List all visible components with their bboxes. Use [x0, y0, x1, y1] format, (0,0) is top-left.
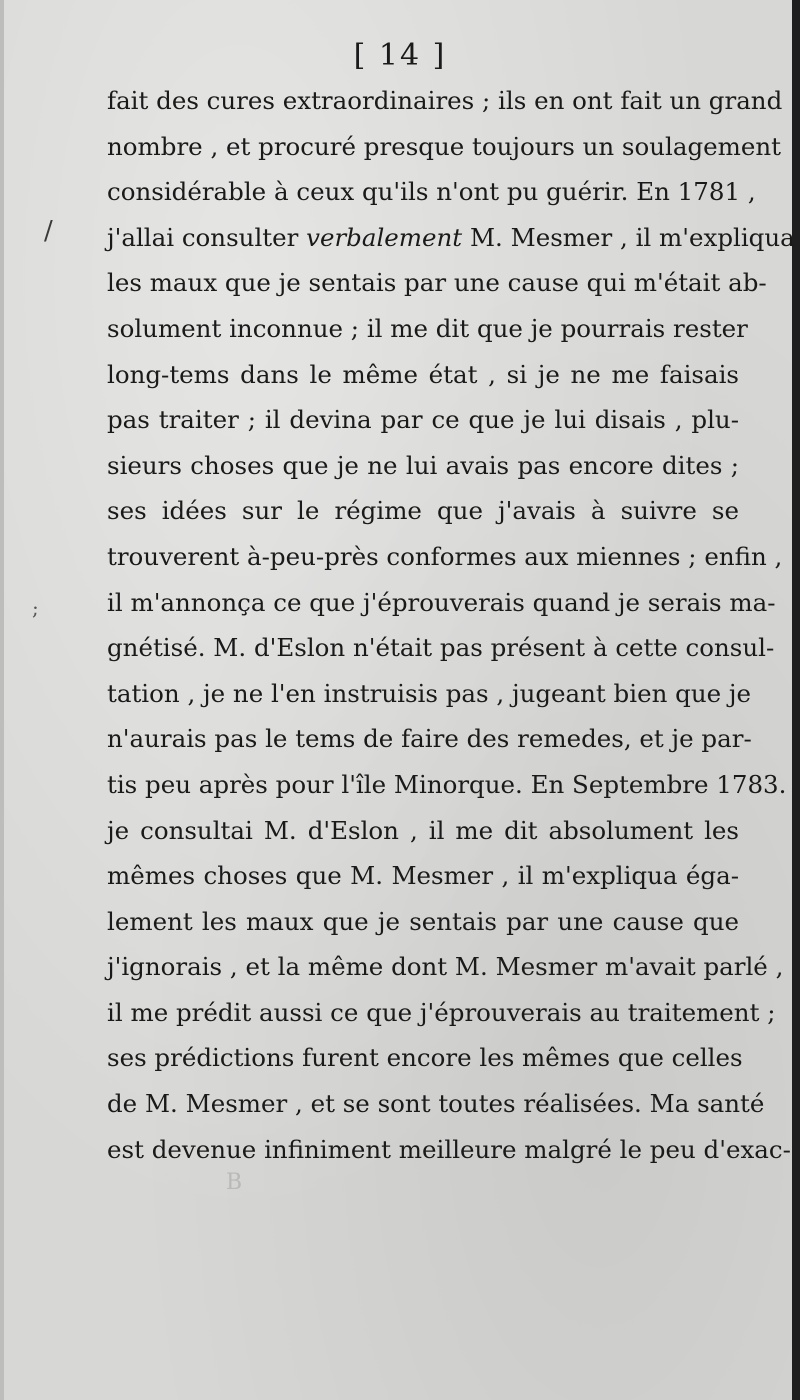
text-line: tation , je ne l'en instruisis pas , jugeant bien que je: [107, 678, 751, 708]
margin-pencil-mark: /: [44, 216, 53, 246]
text-line: est devenue infiniment meilleure malgré le peu d'exac-: [107, 1134, 791, 1164]
text-line: considérable à ceux qu'ils n'ont pu guérir. En 1781 ,: [107, 177, 756, 207]
text-line: gnétisé. M. d'Eslon n'était pas présent à cette consul-: [107, 633, 775, 663]
text-line: j'ignorais , et la même dont M. Mesmer m'avait parlé ,: [107, 952, 784, 982]
text-line: de M. Mesmer , et se sont toutes réalisées. Ma santé: [107, 1089, 765, 1119]
text-line: il me prédit aussi ce que j'éprouverais au traitement ;: [107, 997, 776, 1027]
text-line: je consultai M. d'Eslon , il me dit absolument les: [107, 815, 739, 845]
text-line: lement les maux que je sentais par une cause que: [107, 906, 739, 936]
page-left-edge: [0, 0, 4, 1400]
text-line: les maux que je sentais par une cause qui m'était ab-: [107, 268, 767, 298]
text-line: mêmes choses que M. Mesmer , il m'expliqua éga-: [107, 861, 739, 891]
page-right-edge: [792, 0, 800, 1400]
text-line: trouverent à-peu-près conformes aux miennes ; enfin ,: [107, 541, 783, 571]
text-line: ses prédictions furent encore les mêmes que celles: [107, 1043, 743, 1073]
text-line-part: j'allai consulter: [107, 222, 307, 252]
text-line: long-tems dans le même état , si je ne me faisais: [107, 359, 739, 389]
body-text: [107, 78, 795, 1172]
text-line: sieurs choses que je ne lui avais pas encore dites ;: [107, 450, 739, 480]
text-line: pas traiter ; il devina par ce que je lui disais , plu-: [107, 405, 739, 435]
italic-word: verbalement: [306, 222, 463, 252]
margin-pencil-mark-2: ;: [32, 596, 39, 620]
text-line: ses idées sur le régime que j'avais à suivre se: [107, 496, 739, 526]
text-line: fait des cures extraordinaires ; ils en ont fait un grand: [107, 86, 783, 115]
text-line-part: M. Mesmer , il m'expliqua: [462, 222, 795, 252]
page-number: [ 14 ]: [353, 38, 447, 73]
text-line: il m'annonça ce que j'éprouverais quand je serais ma-: [107, 587, 776, 617]
text-line: [107, 215, 795, 261]
signature-mark: B: [226, 1170, 243, 1195]
text-line: solument inconnue ; il me dit que je pourrais rester: [107, 313, 748, 343]
text-line: n'aurais pas le tems de faire des remedes, et je par-: [107, 724, 752, 754]
text-line: nombre , et procuré presque toujours un soulagement: [107, 131, 782, 161]
text-line: tis peu après pour l'île Minorque. En Septembre 1783.: [107, 769, 787, 799]
